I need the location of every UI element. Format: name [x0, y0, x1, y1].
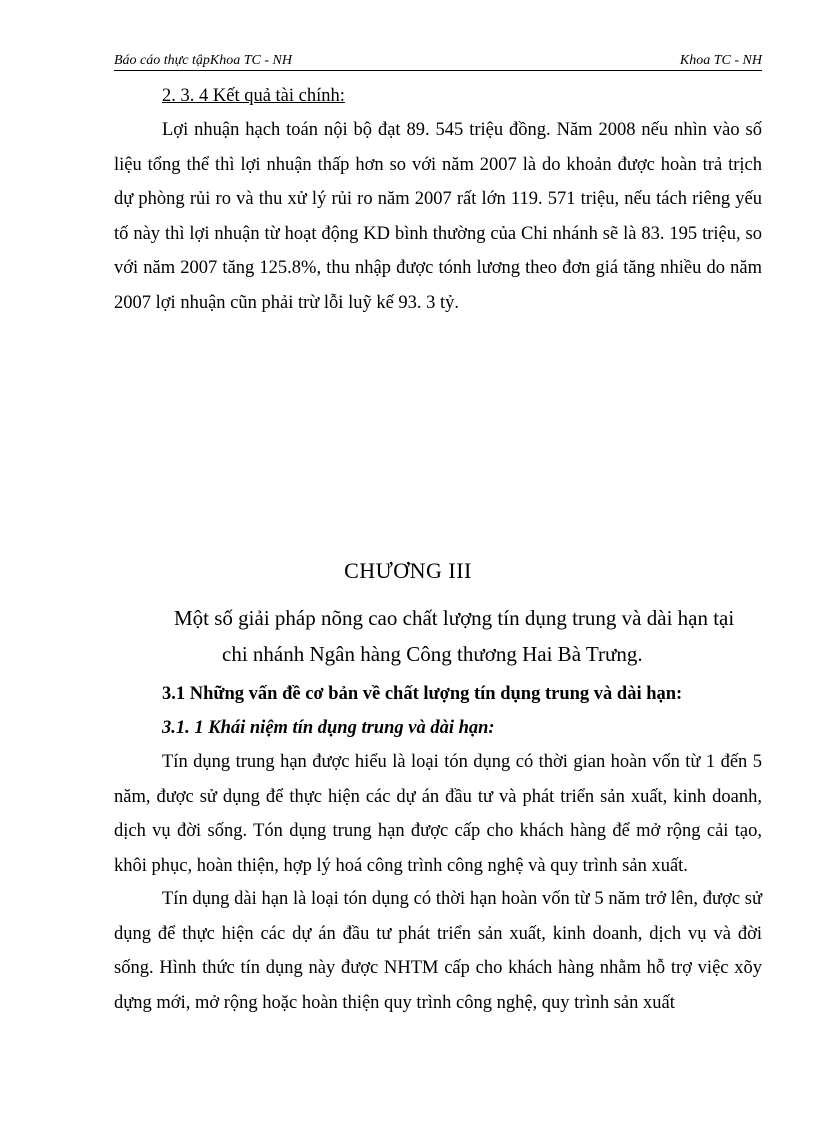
header-left-text: Báo cáo thực tậpKhoa TC - NH: [114, 53, 292, 68]
section-2-3-4-paragraph: Lợi nhuận hạch toán nội bộ đạt 89. 545 triệu đồng. Năm 2008 nếu nhìn vào số liệu tổng thể thì lợi nhuận thấp hơn so với năm 2007 là do khoản được hoàn trả trịch dự phòng rủi ro và thu xử lý rủi ro năm 2007 rất lớn 119. 571 triệu, nếu tách riêng yếu tố này thì lợi nhuận từ hoạt động KD bình thường của Chi nhánh sẽ là 83. 195 triệu, so với năm 2007 tăng 125.8%, thu nhập được tónh lương theo đơn giá tăng nhiều do năm 2007 lợi nhuận cũn phải trừ lỗi luỹ kế 93. 3 tỷ.: [114, 120, 762, 313]
section-3-1-1-body-2: [114, 882, 762, 1020]
chapter-title: CHƯƠNG III: [344, 558, 472, 583]
section-3-1-1-heading: 3.1. 1 Khái niệm tín dụng trung và dài hạn:: [162, 718, 495, 738]
section-2-3-4-body: [114, 113, 762, 320]
header-right-text: Khoa TC - NH: [679, 53, 762, 68]
chapter-subtitle: [114, 600, 762, 672]
section-3-1-heading: 3.1 Những vấn đề cơ bản về chất lượng tín dụng trung và dài hạn:: [162, 684, 683, 704]
page-header: [114, 53, 762, 71]
chapter-subtitle-line-1: Một số giải pháp nõng cao chất lượng tín dụng trung và dài hạn tại: [174, 606, 735, 630]
medium-term-credit-paragraph: Tín dụng trung hạn được hiểu là loại tón dụng có thời gian hoàn vốn từ 1 đến 5 năm, được sử dụng để thực hiện các dự án đầu tư và phát triển sản xuất, kinh doanh, dịch vụ đời sống. Tón dụng trung hạn được cấp cho khách hàng để mở rộng cải tạo, khôi phục, hoàn thiện, hợp lý hoá công trình công nghệ và quy trình sản xuất.: [114, 752, 762, 876]
long-term-credit-paragraph: Tín dụng dài hạn là loại tón dụng có thời hạn hoàn vốn từ 5 năm trở lên, được sử dụng để thực hiện các dự án đầu tư phát triển sản xuất, kinh doanh, dịch vụ và đời sống. Hình thức tín dụng này được NHTM cấp cho khách hàng nhằm hỗ trợ việc xõy dựng mới, mở rộng hoặc hoàn thiện quy trình công nghệ, quy trình sản xuất: [114, 889, 762, 1013]
section-3-1-1-body-1: [114, 745, 762, 883]
section-2-3-4-heading: 2. 3. 4 Kết quả tài chính:: [162, 86, 345, 106]
chapter-subtitle-line-2: chi nhánh Ngân hàng Công thương Hai Bà Trưng.: [222, 642, 643, 666]
